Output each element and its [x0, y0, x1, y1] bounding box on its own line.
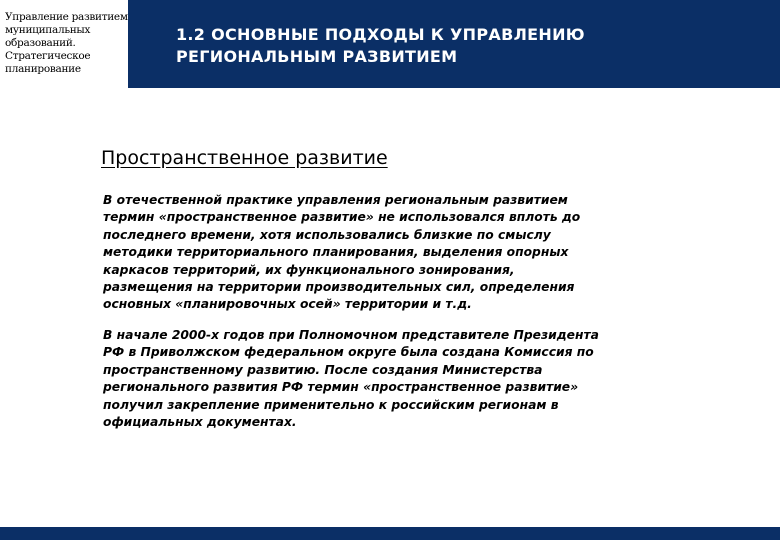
- course-label: Управление развитием муниципальных образований. Стратегическое планирование: [5, 11, 128, 75]
- header-band: [128, 0, 780, 88]
- footer-bar: [0, 527, 780, 540]
- course-label-box: [0, 0, 128, 88]
- section-heading: Пространственное развитие: [101, 147, 388, 169]
- slide-title: 1.2 ОСНОВНЫЕ ПОДХОДЫ К УПРАВЛЕНИЮ РЕГИОНАЛЬНЫМ РАЗВИТИЕМ: [176, 25, 585, 66]
- body-paragraph-1: В отечественной практике управления региональным развитием термин «пространственное развитие» не использовался вплоть до последнего времени, хотя использовались близкие по смыслу методики территориального планирования, выделения опорных каркасов территорий, их функционального зонирования, размещения на территории производительных сил, определения основных «планировочных осей» территории и т.д.: [103, 193, 581, 312]
- body-paragraph-2: В начале 2000-х годов при Полномочном представителе Президента РФ в Приволжском федеральном округе была создана Комиссия по пространственному развитию. После создания Министерства регионального развития РФ термин «пространственное развитие» получил закрепление применительно к российским регионам в официальных документах.: [103, 328, 599, 430]
